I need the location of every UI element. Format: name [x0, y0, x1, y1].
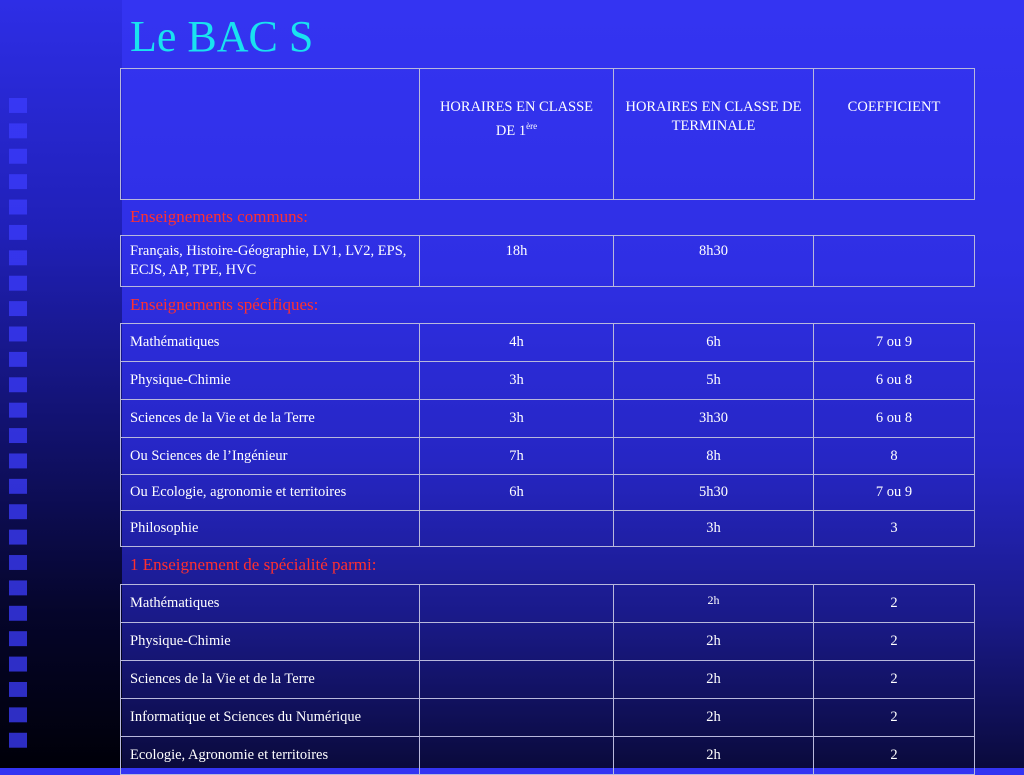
- subject-cell: Français, Histoire-Géographie, LV1, LV2, EPS, ECJS, AP, TPE, HVC: [121, 236, 420, 287]
- section-title: 1 Enseignement de spécialité parmi:: [121, 547, 975, 585]
- terminale-cell: 3h30: [614, 400, 814, 438]
- table-row: [121, 475, 975, 511]
- table-row: [121, 737, 975, 775]
- coefficient-cell: 8: [814, 438, 975, 475]
- terminale-cell: 2h: [614, 737, 814, 775]
- premiere-cell: 4h: [420, 324, 614, 362]
- coefficient-cell: 2: [814, 737, 975, 775]
- slide-title: Le BAC S: [130, 12, 314, 61]
- header-premiere: [420, 69, 614, 200]
- terminale-cell: 8h30: [614, 236, 814, 287]
- table-row: [121, 511, 975, 547]
- table-row: [121, 236, 975, 287]
- premiere-cell: [420, 699, 614, 737]
- bac-s-table: [120, 68, 975, 775]
- subject-cell: Sciences de la Vie et de la Terre: [121, 661, 420, 699]
- section-row-communs: [121, 200, 975, 236]
- header-premiere-line1: HORAIRES EN CLASSE: [439, 99, 594, 115]
- coefficient-cell: 7 ou 9: [814, 324, 975, 362]
- premiere-cell: 3h: [420, 362, 614, 400]
- decorative-squares: [9, 98, 27, 758]
- section-title: Enseignements communs:: [121, 200, 975, 236]
- section-row-specialite: [121, 547, 975, 585]
- header-premiere-line2: [429, 121, 604, 141]
- table-row: [121, 661, 975, 699]
- coefficient-cell: 7 ou 9: [814, 475, 975, 511]
- header-premiere-de: DE 1: [495, 122, 527, 139]
- terminale-cell: 3h: [614, 511, 814, 547]
- terminale-cell: 2h: [614, 661, 814, 699]
- table-row: [121, 400, 975, 438]
- header-terminale: HORAIRES EN CLASSE DE TERMINALE: [614, 69, 814, 200]
- premiere-cell: 18h: [420, 236, 614, 287]
- section-title: Enseignements spécifiques:: [121, 287, 975, 324]
- table-row: [121, 438, 975, 475]
- table-row: [121, 324, 975, 362]
- subject-cell: Sciences de la Vie et de la Terre: [121, 400, 420, 438]
- subject-cell: Physique-Chimie: [121, 362, 420, 400]
- coefficient-cell: 2: [814, 623, 975, 661]
- subject-cell: Physique-Chimie: [121, 623, 420, 661]
- header-empty-cell: [121, 69, 420, 200]
- premiere-cell: 7h: [420, 438, 614, 475]
- subject-cell: Informatique et Sciences du Numérique: [121, 699, 420, 737]
- coefficient-cell: [814, 236, 975, 287]
- terminale-cell: 5h30: [614, 475, 814, 511]
- subject-cell: Philosophie: [121, 511, 420, 547]
- premiere-cell: [420, 585, 614, 623]
- premiere-cell: [420, 737, 614, 775]
- terminale-cell: 2h: [614, 699, 814, 737]
- terminale-cell: 6h: [614, 324, 814, 362]
- terminale-cell: [614, 585, 814, 623]
- premiere-cell: [420, 661, 614, 699]
- subject-cell: Ecologie, Agronomie et territoires: [121, 737, 420, 775]
- premiere-cell: [420, 511, 614, 547]
- coefficient-cell: 6 ou 8: [814, 400, 975, 438]
- premiere-cell: [420, 623, 614, 661]
- table-header-row: [121, 69, 975, 200]
- terminale-cell: 2h: [614, 623, 814, 661]
- section-row-specifiques: [121, 287, 975, 324]
- subject-cell: Mathématiques: [121, 585, 420, 623]
- coefficient-cell: 3: [814, 511, 975, 547]
- table-row: [121, 623, 975, 661]
- subject-cell: Mathématiques: [121, 324, 420, 362]
- table-row: [121, 699, 975, 737]
- coefficient-cell: 6 ou 8: [814, 362, 975, 400]
- subject-cell: Ou Sciences de l’Ingénieur: [121, 438, 420, 475]
- premiere-cell: 6h: [420, 475, 614, 511]
- terminale-cell: 5h: [614, 362, 814, 400]
- header-coefficient: COEFFICIENT: [814, 69, 975, 200]
- subject-cell: Ou Ecologie, agronomie et territoires: [121, 475, 420, 511]
- terminale-cell: 8h: [614, 438, 814, 475]
- coefficient-cell: 2: [814, 661, 975, 699]
- table-row: [121, 585, 975, 623]
- terminale-value: 2h: [707, 593, 720, 607]
- table-row: [121, 362, 975, 400]
- premiere-cell: 3h: [420, 400, 614, 438]
- coefficient-cell: 2: [814, 699, 975, 737]
- coefficient-cell: 2: [814, 585, 975, 623]
- header-premiere-sup: ère: [526, 120, 538, 131]
